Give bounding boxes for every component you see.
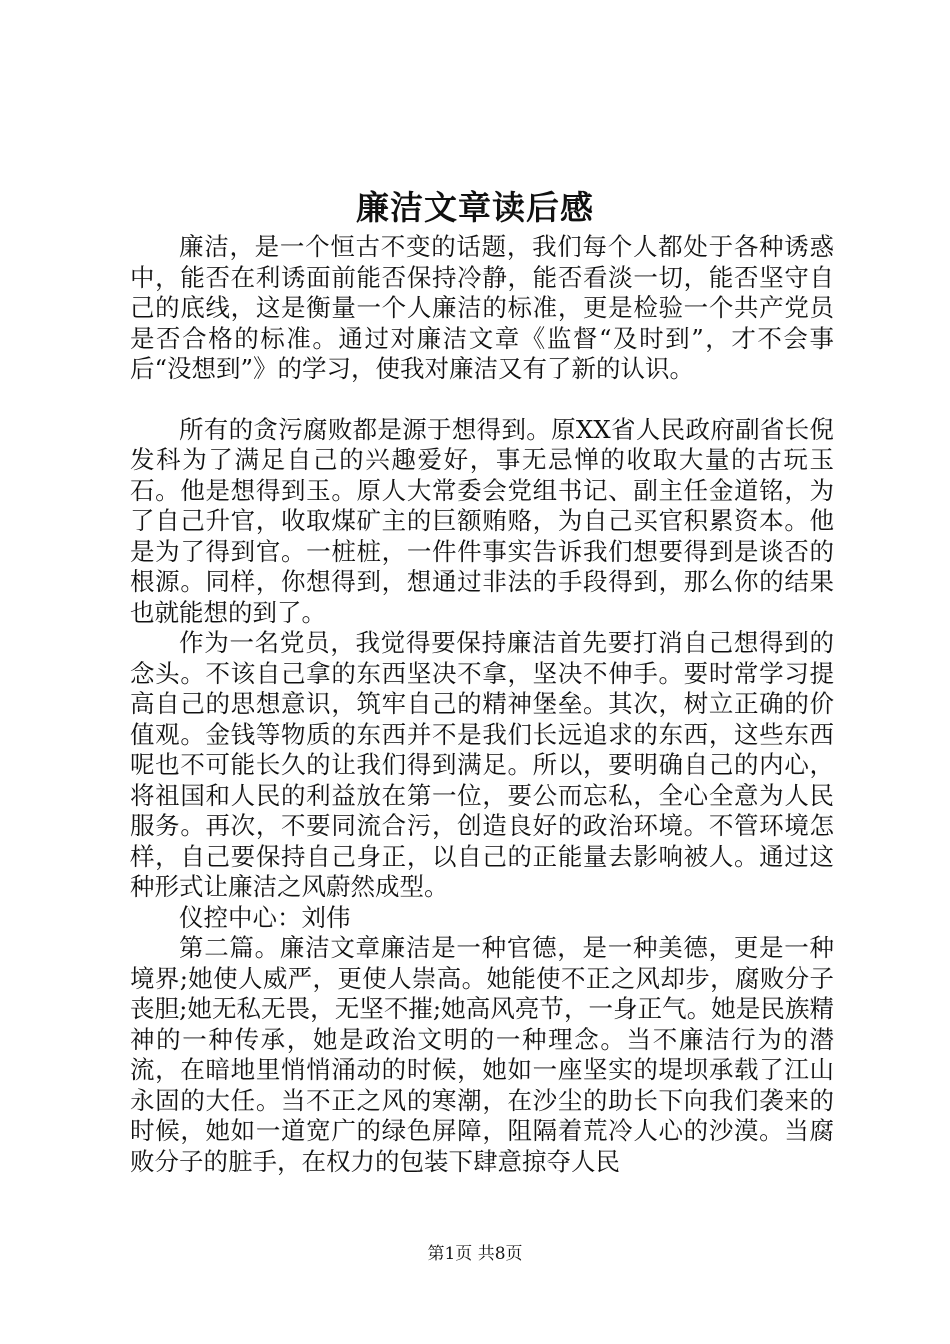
paragraph-second-article: 第二篇。廉洁文章廉洁是一种官德，是一种美德，更是一种境界;她使人威严，更使人崇高。她能使不正之风却步，腐败分子丧胆;她无私无畏，无坚不摧;她高风亮节，一身正气。她是民族精神的一种传承，她是政治文明的一种理念。当不廉洁行为的潜流，在暗地里悄悄涌动的时候，她如一座坚实的堤坝承载了江山永固的大任。当不正之风的寒潮，在沙尘的助长下向我们袭来的时候，她如一道宽广的绿色屏障，阻隔着荒冷人心的沙漠。当腐败分子的脏手，在权力的包装下肆意掠夺人民: [130, 933, 834, 1176]
page-number-footer: 第1页 共8页: [427, 1244, 523, 1264]
document-body: [130, 232, 834, 1177]
paragraph-intro: 廉洁，是一个恒古不变的话题，我们每个人都处于各种诱惑中，能否在利诱面前能否保持冷静，能否看淡一切，能否坚守自己的底线，这是衡量一个人廉洁的标准，更是检验一个共产党员是否合格的标准。通过对廉洁文章《监督“及时到”，才不会事后“没想到”》的学习，使我对廉洁又有了新的认识。: [130, 232, 834, 383]
document-title: 廉洁文章读后感: [356, 188, 594, 227]
paragraph-corruption-cases: 所有的贪污腐败都是源于想得到。原XX省人民政府副省长倪发科为了满足自己的兴趣爱好，事无忌惮的收取大量的古玩玉石。他是想得到玉。原人大常委会党组书记、副主任金道铭，为了自己升官，收取煤矿主的巨额贿赂，为自己买官积累资本。他是为了得到官。一桩桩，一件件事实告诉我们想要得到是谈否的根源。同样，你想得到，想通过非法的手段得到，那么你的结果也就能想的到了。: [130, 414, 834, 627]
paragraph-author-signature: 仪控中心：刘伟: [179, 902, 351, 932]
paragraph-party-member-reflection: 作为一名党员，我觉得要保持廉洁首先要打消自己想得到的念头。不该自己拿的东西坚决不拿，坚决不伸手。要时常学习提高自己的思想意识，筑牢自己的精神堡垒。其次，树立正确的价值观。金钱等物质的东西并不是我们长远追求的东西，这些东西呢也不可能长久的让我们得到满足。所以，要明确自己的内心，将祖国和人民的利益放在第一位，要公而忘私，全心全意为人民服务。再次，不要同流合污，创造良好的政治环境。不管环境怎样，自己要保持自己身正，以自己的正能量去影响被人。通过这种形式让廉洁之风蔚然成型。: [130, 628, 834, 901]
